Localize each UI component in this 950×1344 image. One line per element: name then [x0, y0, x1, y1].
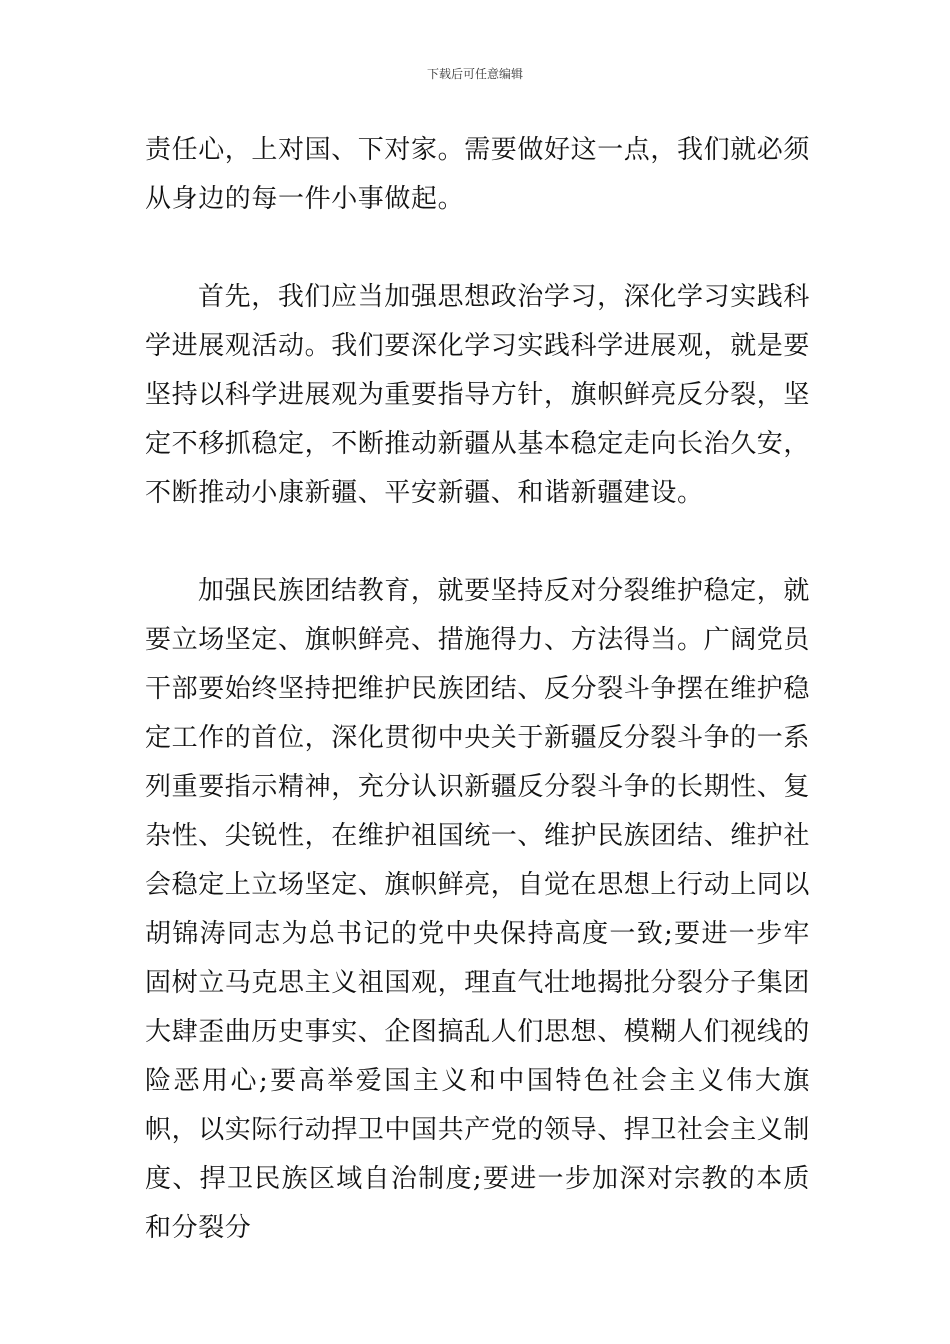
paragraph-spacer: [145, 224, 810, 273]
page-header: 下载后可任意编辑: [426, 67, 523, 81]
paragraph-continuation: 责任心，上对国、下对家。需要做好这一点，我们就必须从身边的每一件小事做起。: [145, 135, 811, 214]
document-body: [145, 126, 810, 1253]
paragraph-spacer: [145, 518, 810, 567]
paragraph-study: 首先，我们应当加强思想政治学习，深化学习实践科学进展观活动。我们要深化学习实践科学进展观，就是要坚持以科学进展观为重要指导方针，旗帜鲜亮反分裂，坚定不移抓稳定，不断推动新疆从基本稳定走向长治久安，不断推动小康新疆、平安新疆、和谐新疆建设。: [145, 282, 811, 508]
paragraph-unity-education: 加强民族团结教育，就要坚持反对分裂维护稳定，就要立场坚定、旗帜鲜亮、措施得力、方法得当。广阔党员干部要始终坚持把维护民族团结、反分裂斗争摆在维护稳定工作的首位，深化贯彻中央关于新疆反分裂斗争的一系列重要指示精神，充分认识新疆反分裂斗争的长期性、复杂性、尖锐性，在维护祖国统一、维护民族团结、维护社会稳定上立场坚定、旗帜鲜亮，自觉在思想上行动上同以胡锦涛同志为总书记的党中央保持高度一致;要进一步牢固树立马克思主义祖国观，理直气壮地揭批分裂分子集团大肆歪曲历史事实、企图搞乱人们思想、模糊人们视线的险恶用心;要高举爱国主义和中国特色社会主义伟大旗帜，以实际行动捍卫中国共产党的领导、捍卫社会主义制度、捍卫民族区域自治制度;要进一步加深对宗教的本质和分裂分: [145, 576, 811, 1243]
